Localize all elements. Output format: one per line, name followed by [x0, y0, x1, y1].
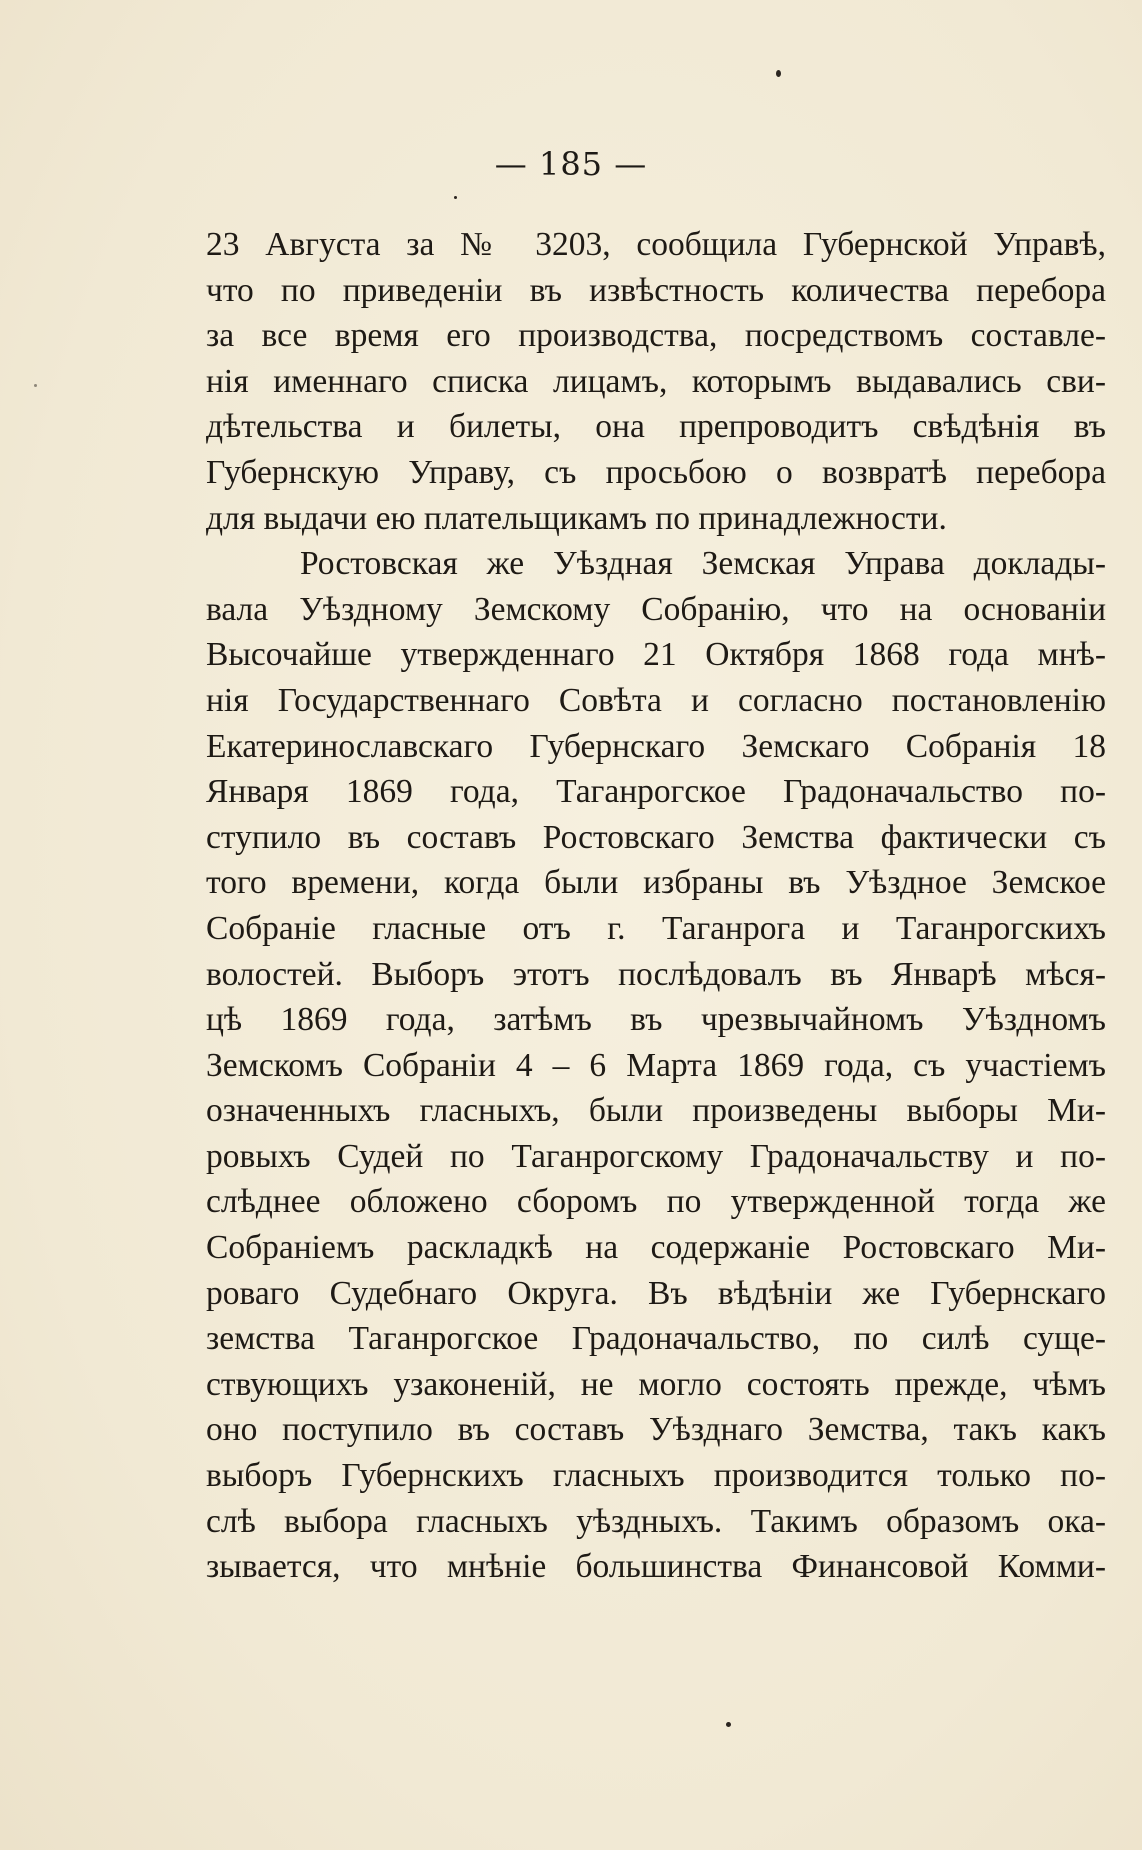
- ink-speck: [34, 384, 37, 387]
- text-line: того времени, когда были избраны въ Уѣздное Земское: [206, 864, 1106, 902]
- text-line: дѣтельства и билеты, она препроводитъ свѣдѣнія въ: [206, 408, 1106, 446]
- text-line: Земскомъ Собраніи 4 – 6 Марта 1869 года, съ участіемъ: [206, 1046, 1106, 1084]
- text-line: означенныхъ гласныхъ, были произведены выборы Ми-: [206, 1092, 1106, 1130]
- text-line: Января 1869 года, Таганрогское Градоначальство по-: [206, 773, 1106, 811]
- text-line: волостей. Выборъ этотъ послѣдовалъ въ Январѣ мѣся-: [206, 955, 1106, 993]
- text-line: роваго Судебнаго Округа. Въ вѣдѣніи же Губернскаго: [206, 1274, 1106, 1312]
- text-line: зывается, что мнѣніе большинства Финансовой Комми-: [206, 1548, 1106, 1586]
- text-line: Собраніе гласные отъ г. Таганрога и Таганрогскихъ: [206, 909, 1106, 947]
- text-line: 23 Августа за № 3203, сообщила Губернской Управѣ,: [206, 226, 1106, 263]
- text-line: ствующихъ узаконеній, не могло состоять прежде, чѣмъ: [206, 1365, 1106, 1403]
- text-line: нія Государственнаго Совѣта и согласно постановленію: [206, 681, 1106, 719]
- text-line: ступило въ составъ Ростовскаго Земства фактически съ: [206, 818, 1106, 856]
- ink-speck: [726, 1722, 731, 1727]
- text-line: Высочайше утвержденнаго 21 Октября 1868 года мнѣ-: [206, 636, 1106, 674]
- text-line: что по приведеніи въ извѣстность количества перебора: [206, 271, 1106, 309]
- text-line: оно поступило въ составъ Уѣзднаго Земства, такъ какъ: [206, 1411, 1106, 1449]
- text-line: цѣ 1869 года, затѣмъ въ чрезвычайномъ Уѣздномъ: [206, 1001, 1106, 1039]
- text-line: нія именнаго списка лицамъ, которымъ выдавались сви-: [206, 362, 1106, 400]
- ink-speck: [776, 70, 781, 77]
- text-line: слѣднее обложено сборомъ по утвержденной тогда же: [206, 1183, 1106, 1221]
- text-line: вала Уѣздному Земскому Собранію, что на основаніи: [206, 590, 1106, 628]
- ink-speck: [454, 196, 457, 199]
- body-text: [206, 222, 1106, 1590]
- text-line: за все время его производства, посредствомъ составле-: [206, 317, 1106, 355]
- page-number: — 185 —: [494, 145, 648, 183]
- text-line: Собраніемъ раскладкѣ на содержаніе Ростовскаго Ми-: [206, 1229, 1106, 1267]
- text-line: слѣ выбора гласныхъ уѣздныхъ. Такимъ образомъ ока-: [206, 1502, 1106, 1540]
- text-line: Губернскую Управу, съ просьбою о возвратѣ перебора: [206, 453, 1106, 491]
- text-line: Ростовская же Уѣздная Земская Управа доклады-: [300, 545, 1106, 583]
- text-line: для выдачи ею плательщикамъ по принадлежности.: [206, 499, 947, 537]
- text-line: выборъ Губернскихъ гласныхъ производится только по-: [206, 1457, 1106, 1495]
- text-line: ровыхъ Судей по Таганрогскому Градоначальству и по-: [206, 1137, 1106, 1175]
- text-line: Екатеринославскаго Губернскаго Земскаго Собранія 18: [206, 727, 1106, 765]
- text-line: земства Таганрогское Градоначальство, по силѣ суще-: [206, 1320, 1106, 1358]
